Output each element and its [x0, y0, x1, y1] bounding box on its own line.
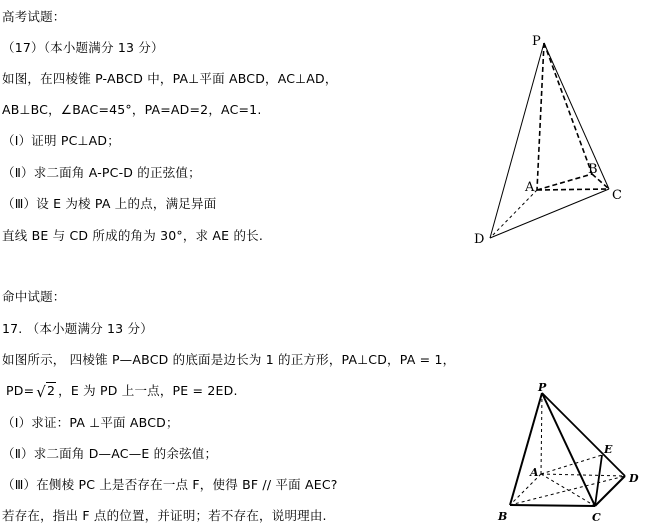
problem2-text-line2 — [6, 383, 238, 400]
edge-AC — [537, 189, 609, 190]
problem1-part3: （Ⅲ）设 E 为棱 PA 上的点，满足异面 — [2, 196, 217, 211]
label-E: E — [604, 443, 613, 456]
section2-header: 命中试题： — [2, 289, 66, 304]
label-C: C — [612, 188, 622, 203]
label-B: B — [588, 162, 598, 177]
problem2-part3-continued: 若存在，指出 F 点的位置，并证明；若不存在，说明理由. — [2, 508, 327, 523]
problem2-part2: （Ⅱ）求二面角 D—AC—E 的余弦值； — [2, 446, 218, 461]
label-C: C — [592, 511, 601, 524]
edge-PA — [541, 393, 542, 474]
problem1-text-line2: AB⊥BC，∠BAC=45°，PA=AD=2，AC=1. — [2, 102, 262, 117]
label-A: A — [530, 466, 539, 479]
problem2-part3: （Ⅲ）在侧棱 PC 上是否存在一点 F，使得 BF // 平面 AEC? — [2, 477, 338, 492]
edge-DC — [490, 189, 609, 238]
pyramid-figure-2 — [492, 378, 644, 528]
edge-AD — [541, 474, 625, 476]
label-D: D — [629, 472, 639, 485]
edge-PC — [542, 393, 595, 506]
edge-AB — [537, 174, 592, 190]
pd-suffix: ，E 为 PD 上一点，PE = 2ED. — [58, 383, 238, 398]
edge-PB — [510, 393, 542, 505]
edge-PD — [490, 43, 544, 238]
label-A: A — [525, 180, 535, 195]
problem2-text-line1: 如图所示， 四棱锥 P—ABCD 的底面是边长为 1 的正方形，PA⊥CD，PA = 1， — [2, 352, 456, 367]
problem1-part3-continued: 直线 BE 与 CD 所成的角为 30°，求 AE 的长. — [2, 228, 264, 243]
label-P: P — [532, 34, 541, 49]
edge-CE — [595, 455, 602, 506]
pd-prefix: PD= — [6, 383, 35, 398]
sqrt-symbol: √2 — [36, 383, 56, 401]
problem1-part1: （Ⅰ）证明 PC⊥AD； — [2, 133, 120, 148]
edge-PB — [544, 43, 592, 174]
label-P: P — [538, 381, 547, 394]
label-D: D — [474, 232, 485, 247]
edge-PC — [544, 43, 609, 189]
edge-CD — [595, 476, 625, 506]
problem1-text-line1: 如图，在四棱锥 P-ABCD 中，PA⊥平面 ABCD，AC⊥AD， — [2, 71, 338, 86]
problem1-title: （17）（本小题满分 13 分） — [2, 40, 164, 55]
section1-header: 高考试题： — [2, 9, 66, 24]
edge-BD — [510, 476, 625, 505]
edge-BC — [510, 505, 595, 506]
problem2-part1: （Ⅰ）求证：PA ⊥平面 ABCD； — [2, 415, 179, 430]
problem1-part2: （Ⅱ）求二面角 A-PC-D 的正弦值； — [2, 165, 201, 180]
label-B: B — [498, 510, 508, 523]
problem2-title: 17. （本小题满分 13 分） — [2, 321, 153, 336]
pyramid-figure-1 — [468, 28, 638, 250]
edge-PD — [542, 393, 625, 476]
